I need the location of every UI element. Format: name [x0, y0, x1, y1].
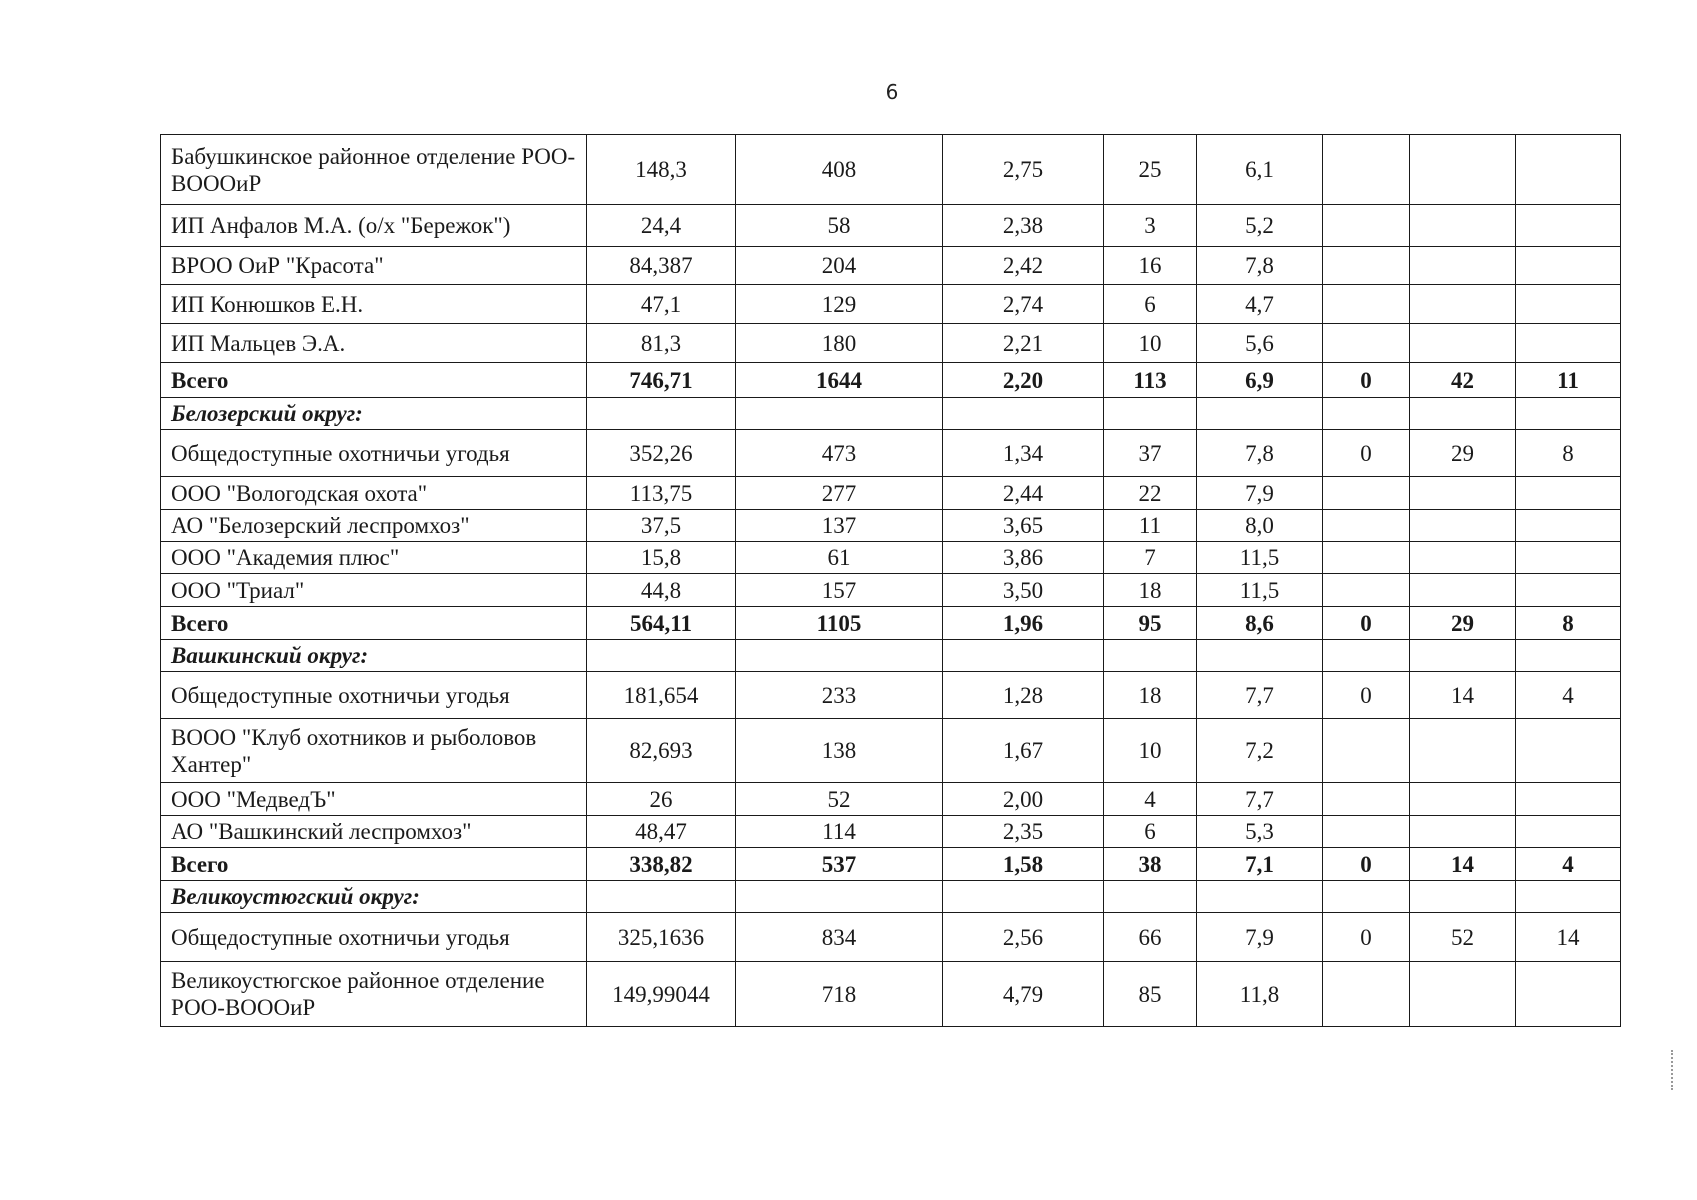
value-cell-6: 0: [1323, 913, 1410, 962]
value-cell-2: 138: [736, 719, 943, 783]
hunting-grounds-table: [160, 134, 1621, 1027]
value-cell-4: 95: [1104, 607, 1197, 640]
row-label-cell: ООО "МедведЪ": [161, 783, 587, 816]
value-cell-5: 11,5: [1197, 542, 1323, 574]
total-row: [161, 363, 1621, 398]
value-cell-2: 52: [736, 783, 943, 816]
value-cell-2: 61: [736, 542, 943, 574]
table-row: [161, 247, 1621, 285]
value-cell-7: [1410, 205, 1516, 247]
value-cell-5: 6,9: [1197, 363, 1323, 398]
value-cell-6: [1323, 881, 1410, 913]
value-cell-1: 15,8: [587, 542, 736, 574]
value-cell-8: [1516, 719, 1621, 783]
value-cell-1: 26: [587, 783, 736, 816]
value-cell-7: [1410, 247, 1516, 285]
value-cell-5: 7,7: [1197, 672, 1323, 719]
table-row: [161, 672, 1621, 719]
table-row: [161, 962, 1621, 1027]
value-cell-8: [1516, 135, 1621, 205]
value-cell-2: [736, 398, 943, 430]
value-cell-5: 11,5: [1197, 574, 1323, 607]
value-cell-2: 277: [736, 477, 943, 510]
table-row: [161, 913, 1621, 962]
value-cell-3: 2,21: [943, 324, 1104, 363]
value-cell-8: 11: [1516, 363, 1621, 398]
value-cell-3: 1,96: [943, 607, 1104, 640]
value-cell-3: 2,75: [943, 135, 1104, 205]
value-cell-7: [1410, 510, 1516, 542]
value-cell-3: 2,42: [943, 247, 1104, 285]
value-cell-2: 180: [736, 324, 943, 363]
table-row: [161, 477, 1621, 510]
value-cell-1: 44,8: [587, 574, 736, 607]
row-label-cell: ООО "Академия плюс": [161, 542, 587, 574]
row-label-cell: Всего: [161, 848, 587, 881]
value-cell-6: [1323, 135, 1410, 205]
district-header-row: [161, 398, 1621, 430]
value-cell-1: 113,75: [587, 477, 736, 510]
value-cell-3: 1,34: [943, 430, 1104, 477]
value-cell-6: [1323, 477, 1410, 510]
scan-edge-marks: [1671, 1050, 1675, 1090]
value-cell-6: 0: [1323, 848, 1410, 881]
value-cell-7: [1410, 962, 1516, 1027]
value-cell-4: 18: [1104, 672, 1197, 719]
value-cell-6: 0: [1323, 672, 1410, 719]
row-label-cell: ООО "Триал": [161, 574, 587, 607]
value-cell-5: 7,8: [1197, 247, 1323, 285]
value-cell-2: 157: [736, 574, 943, 607]
value-cell-8: 4: [1516, 672, 1621, 719]
value-cell-4: 4: [1104, 783, 1197, 816]
value-cell-3: [943, 398, 1104, 430]
value-cell-1: [587, 881, 736, 913]
table-row: [161, 574, 1621, 607]
row-label-cell: ИП Мальцев Э.А.: [161, 324, 587, 363]
value-cell-8: [1516, 783, 1621, 816]
value-cell-7: 14: [1410, 848, 1516, 881]
value-cell-5: 8,0: [1197, 510, 1323, 542]
value-cell-6: 0: [1323, 607, 1410, 640]
value-cell-8: 4: [1516, 848, 1621, 881]
value-cell-4: 66: [1104, 913, 1197, 962]
value-cell-2: 233: [736, 672, 943, 719]
row-label-cell: Всего: [161, 363, 587, 398]
value-cell-6: [1323, 640, 1410, 672]
value-cell-3: 2,74: [943, 285, 1104, 324]
value-cell-7: 42: [1410, 363, 1516, 398]
value-cell-5: 6,1: [1197, 135, 1323, 205]
value-cell-3: 1,67: [943, 719, 1104, 783]
value-cell-7: [1410, 881, 1516, 913]
value-cell-8: [1516, 640, 1621, 672]
row-label-cell: ООО "Вологодская охота": [161, 477, 587, 510]
value-cell-6: [1323, 962, 1410, 1027]
row-label-cell: АО "Вашкинский леспромхоз": [161, 816, 587, 848]
value-cell-5: 11,8: [1197, 962, 1323, 1027]
value-cell-8: 8: [1516, 607, 1621, 640]
value-cell-7: [1410, 783, 1516, 816]
value-cell-6: [1323, 510, 1410, 542]
value-cell-1: 325,1636: [587, 913, 736, 962]
value-cell-4: [1104, 640, 1197, 672]
value-cell-2: [736, 881, 943, 913]
value-cell-2: 114: [736, 816, 943, 848]
value-cell-6: [1323, 398, 1410, 430]
value-cell-2: 537: [736, 848, 943, 881]
value-cell-1: 338,82: [587, 848, 736, 881]
value-cell-4: [1104, 881, 1197, 913]
value-cell-3: 2,20: [943, 363, 1104, 398]
value-cell-3: 3,86: [943, 542, 1104, 574]
value-cell-8: [1516, 574, 1621, 607]
value-cell-2: 58: [736, 205, 943, 247]
value-cell-7: 52: [1410, 913, 1516, 962]
value-cell-3: [943, 881, 1104, 913]
value-cell-8: [1516, 398, 1621, 430]
row-label-cell: ВООО "Клуб охотников и рыболовов Хантер": [161, 719, 587, 783]
value-cell-3: 1,58: [943, 848, 1104, 881]
table-row: [161, 542, 1621, 574]
value-cell-3: 1,28: [943, 672, 1104, 719]
total-row: [161, 607, 1621, 640]
value-cell-4: 16: [1104, 247, 1197, 285]
value-cell-6: [1323, 574, 1410, 607]
value-cell-7: [1410, 135, 1516, 205]
value-cell-7: 14: [1410, 672, 1516, 719]
row-label-cell: Общедоступные охотничьи угодья: [161, 913, 587, 962]
value-cell-1: 82,693: [587, 719, 736, 783]
value-cell-4: 22: [1104, 477, 1197, 510]
value-cell-1: 48,47: [587, 816, 736, 848]
value-cell-1: 149,99044: [587, 962, 736, 1027]
value-cell-5: 7,9: [1197, 913, 1323, 962]
value-cell-4: 18: [1104, 574, 1197, 607]
row-label-cell: Общедоступные охотничьи угодья: [161, 672, 587, 719]
value-cell-2: 834: [736, 913, 943, 962]
value-cell-4: 11: [1104, 510, 1197, 542]
value-cell-7: [1410, 324, 1516, 363]
value-cell-3: 2,00: [943, 783, 1104, 816]
value-cell-6: [1323, 719, 1410, 783]
table-row: [161, 510, 1621, 542]
value-cell-5: 5,2: [1197, 205, 1323, 247]
value-cell-4: 37: [1104, 430, 1197, 477]
value-cell-1: 746,71: [587, 363, 736, 398]
value-cell-6: [1323, 542, 1410, 574]
value-cell-3: 3,65: [943, 510, 1104, 542]
value-cell-5: [1197, 881, 1323, 913]
table-body: [161, 135, 1621, 1027]
value-cell-7: [1410, 398, 1516, 430]
value-cell-2: 1644: [736, 363, 943, 398]
value-cell-7: [1410, 542, 1516, 574]
value-cell-7: [1410, 477, 1516, 510]
value-cell-4: 3: [1104, 205, 1197, 247]
value-cell-2: 408: [736, 135, 943, 205]
row-label-cell: Общедоступные охотничьи угодья: [161, 430, 587, 477]
value-cell-3: 4,79: [943, 962, 1104, 1027]
value-cell-8: [1516, 881, 1621, 913]
value-cell-5: 7,8: [1197, 430, 1323, 477]
value-cell-1: 564,11: [587, 607, 736, 640]
value-cell-5: 7,1: [1197, 848, 1323, 881]
value-cell-8: [1516, 962, 1621, 1027]
value-cell-4: 25: [1104, 135, 1197, 205]
value-cell-6: [1323, 205, 1410, 247]
value-cell-3: [943, 640, 1104, 672]
value-cell-7: [1410, 719, 1516, 783]
value-cell-1: 181,654: [587, 672, 736, 719]
table-row: [161, 135, 1621, 205]
value-cell-1: 148,3: [587, 135, 736, 205]
row-label-cell: Великоустюгское районное отделение РОО-ВОООиР: [161, 962, 587, 1027]
value-cell-7: [1410, 640, 1516, 672]
row-label-cell: Всего: [161, 607, 587, 640]
value-cell-1: 37,5: [587, 510, 736, 542]
value-cell-8: 8: [1516, 430, 1621, 477]
value-cell-7: 29: [1410, 607, 1516, 640]
value-cell-7: [1410, 816, 1516, 848]
value-cell-8: [1516, 542, 1621, 574]
value-cell-2: 204: [736, 247, 943, 285]
value-cell-4: 6: [1104, 816, 1197, 848]
value-cell-8: 14: [1516, 913, 1621, 962]
value-cell-1: 47,1: [587, 285, 736, 324]
table-row: [161, 719, 1621, 783]
value-cell-8: [1516, 205, 1621, 247]
value-cell-1: [587, 640, 736, 672]
value-cell-1: 81,3: [587, 324, 736, 363]
value-cell-4: 6: [1104, 285, 1197, 324]
value-cell-5: [1197, 398, 1323, 430]
row-label-cell: Великоустюгский округ:: [161, 881, 587, 913]
value-cell-5: 5,6: [1197, 324, 1323, 363]
value-cell-5: 7,7: [1197, 783, 1323, 816]
value-cell-4: 38: [1104, 848, 1197, 881]
value-cell-5: 8,6: [1197, 607, 1323, 640]
table-row: [161, 816, 1621, 848]
table-row: [161, 783, 1621, 816]
row-label-cell: ИП Анфалов М.А. (о/х "Бережок"): [161, 205, 587, 247]
value-cell-5: 5,3: [1197, 816, 1323, 848]
page-number: 6: [885, 80, 899, 104]
value-cell-1: 84,387: [587, 247, 736, 285]
value-cell-7: [1410, 285, 1516, 324]
value-cell-8: [1516, 285, 1621, 324]
value-cell-4: 10: [1104, 719, 1197, 783]
value-cell-3: 2,35: [943, 816, 1104, 848]
value-cell-8: [1516, 477, 1621, 510]
value-cell-6: [1323, 324, 1410, 363]
district-header-row: [161, 881, 1621, 913]
value-cell-5: [1197, 640, 1323, 672]
value-cell-3: 2,38: [943, 205, 1104, 247]
value-cell-6: 0: [1323, 430, 1410, 477]
value-cell-1: 24,4: [587, 205, 736, 247]
table-row: [161, 430, 1621, 477]
value-cell-1: [587, 398, 736, 430]
value-cell-6: [1323, 247, 1410, 285]
value-cell-6: [1323, 783, 1410, 816]
value-cell-4: 10: [1104, 324, 1197, 363]
value-cell-8: [1516, 324, 1621, 363]
value-cell-5: 4,7: [1197, 285, 1323, 324]
value-cell-2: [736, 640, 943, 672]
value-cell-6: [1323, 285, 1410, 324]
value-cell-2: 129: [736, 285, 943, 324]
row-label-cell: АО "Белозерский леспромхоз": [161, 510, 587, 542]
value-cell-2: 473: [736, 430, 943, 477]
value-cell-2: 718: [736, 962, 943, 1027]
value-cell-1: 352,26: [587, 430, 736, 477]
row-label-cell: Бабушкинское районное отделение РОО-ВОООиР: [161, 135, 587, 205]
district-header-row: [161, 640, 1621, 672]
value-cell-2: 1105: [736, 607, 943, 640]
value-cell-4: 7: [1104, 542, 1197, 574]
value-cell-7: 29: [1410, 430, 1516, 477]
value-cell-8: [1516, 247, 1621, 285]
value-cell-6: 0: [1323, 363, 1410, 398]
table-row: [161, 285, 1621, 324]
row-label-cell: ВРОО ОиР "Красота": [161, 247, 587, 285]
value-cell-2: 137: [736, 510, 943, 542]
value-cell-3: 3,50: [943, 574, 1104, 607]
table-row: [161, 324, 1621, 363]
value-cell-5: 7,9: [1197, 477, 1323, 510]
row-label-cell: ИП Конюшков Е.Н.: [161, 285, 587, 324]
value-cell-4: 113: [1104, 363, 1197, 398]
value-cell-5: 7,2: [1197, 719, 1323, 783]
table-row: [161, 205, 1621, 247]
value-cell-3: 2,56: [943, 913, 1104, 962]
value-cell-3: 2,44: [943, 477, 1104, 510]
row-label-cell: Белозерский округ:: [161, 398, 587, 430]
value-cell-8: [1516, 510, 1621, 542]
value-cell-7: [1410, 574, 1516, 607]
total-row: [161, 848, 1621, 881]
value-cell-4: [1104, 398, 1197, 430]
row-label-cell: Вашкинский округ:: [161, 640, 587, 672]
value-cell-6: [1323, 816, 1410, 848]
value-cell-4: 85: [1104, 962, 1197, 1027]
value-cell-8: [1516, 816, 1621, 848]
